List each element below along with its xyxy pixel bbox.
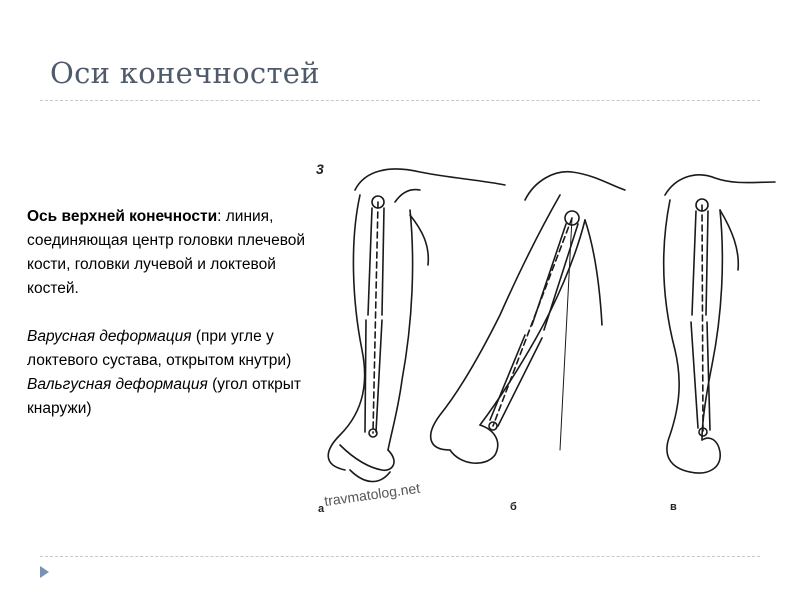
definition-paragraph [27, 205, 312, 301]
varus-text: (при угле у локтевого сустава, открытом кнутри) [27, 328, 292, 369]
watermark: travmatolog.net [323, 479, 421, 509]
paragraph-gap [27, 301, 312, 325]
definition-term: Ось верхней конечности [27, 208, 218, 225]
body-text [27, 205, 312, 421]
varus-paragraph [27, 325, 312, 373]
panel-label-c: в [670, 501, 677, 513]
panel-label-a: а [318, 503, 325, 515]
varus-term: Варусная деформация [27, 328, 192, 345]
valgus-term: Вальгусная деформация [27, 376, 208, 393]
arm-axis-illustration [310, 150, 780, 525]
slide-title: Оси конечностей [50, 56, 320, 90]
panel-label-b: б [510, 501, 517, 513]
definition-text: : линия, соединяющая центр головки плечевой кости, головки лучевой и локтевой костей. [27, 208, 306, 297]
figure-number: 3 [316, 161, 324, 177]
arm-axis-figure [310, 150, 780, 525]
valgus-paragraph [27, 373, 312, 421]
bottom-divider [40, 556, 760, 557]
valgus-text: (угол открыт кнаружи) [27, 376, 301, 417]
top-divider [40, 100, 760, 101]
triangle-right-icon[interactable] [40, 566, 49, 578]
